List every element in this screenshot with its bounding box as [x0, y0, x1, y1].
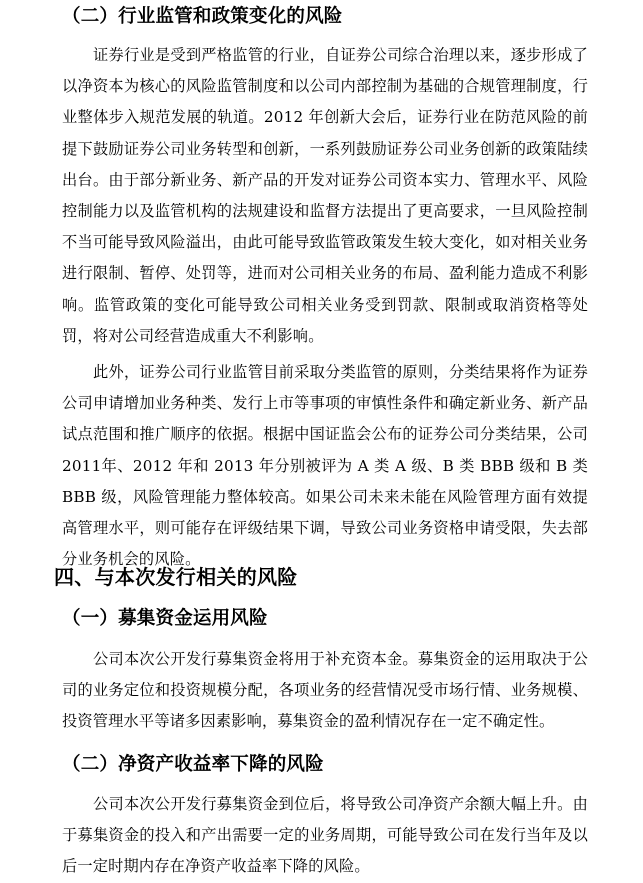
paragraph-roe-decline: 公司本次公开发行募集资金到位后，将导致公司净资产余额大幅上升。由于募集资金的投入和产出需要一定的业务周期，可能导致公司在发行当年及以后一定时期内存在净资产收益率下降的风险。 [62, 795, 588, 876]
chapter-heading-issuance-risks: 四、与本次发行相关的风险 [54, 565, 298, 589]
paragraph-fund-usage: 公司本次公开发行募集资金将用于补充资本金。募集资金的运用取决于公司的业务定位和投资规模分配，各项业务的经营情况受市场行情、业务规模、投资管理水平等诸多因素影响，募集资金的盈利情况存在一定不确定性。 [62, 650, 588, 731]
section-heading-fund-usage: （一）募集资金运用风险 [62, 608, 268, 629]
paragraph-regulation-1: 证券行业是受到严格监管的行业，自证券公司综合治理以来，逐步形成了以净资本为核心的风险监管制度和以公司内部控制为基础的合规管理制度，行业整体步入规范发展的轨道。2012 年创新大会后，证券行业在防范风险的前提下鼓励证券公司业务转型和创新，一系列鼓励证券公司业务创新的政策陆续出台。由于部分新业务、新产品的开发对证券公司资本实力、管理水平、风险控制能力以及监管机构的法规建设和监督方法提出了更高要求，一旦风险控制不当可能导致风险溢出，由此可能导致监管政策发生较大变化，如对相关业务进行限制、暂停、处罚等，进而对公司相关业务的布局、盈利能力造成不利影响。监管政策的变化可能导致公司相关业务受到罚款、限制或取消资格等处罚，将对公司经营造成重大不利影响。 [62, 46, 588, 345]
section-heading-roe-decline: （二）净资产收益率下降的风险 [62, 754, 324, 775]
paragraph-regulation-2: 此外，证券公司行业监管目前采取分类监管的原则，分类结果将作为证券公司申请增加业务种类、发行上市等事项的审慎性条件和确定新业务、新产品试点范围和推广顺序的依据。根据中国证监会公布的证券公司分类结果，公司 2011年、2012 年和 2013 年分别被评为 A 类 A 级、B 类 BBB 级和 B 类 BBB 级，风险管理能力整体较高。如果公司未来未能在风险管理方面有效提高管理水平，则可能存在评级结果下调，导致公司业务资格申请受限，失去部分业务机会的风险。 [62, 363, 588, 569]
section-heading-regulation: （二）行业监管和政策变化的风险 [62, 6, 343, 27]
